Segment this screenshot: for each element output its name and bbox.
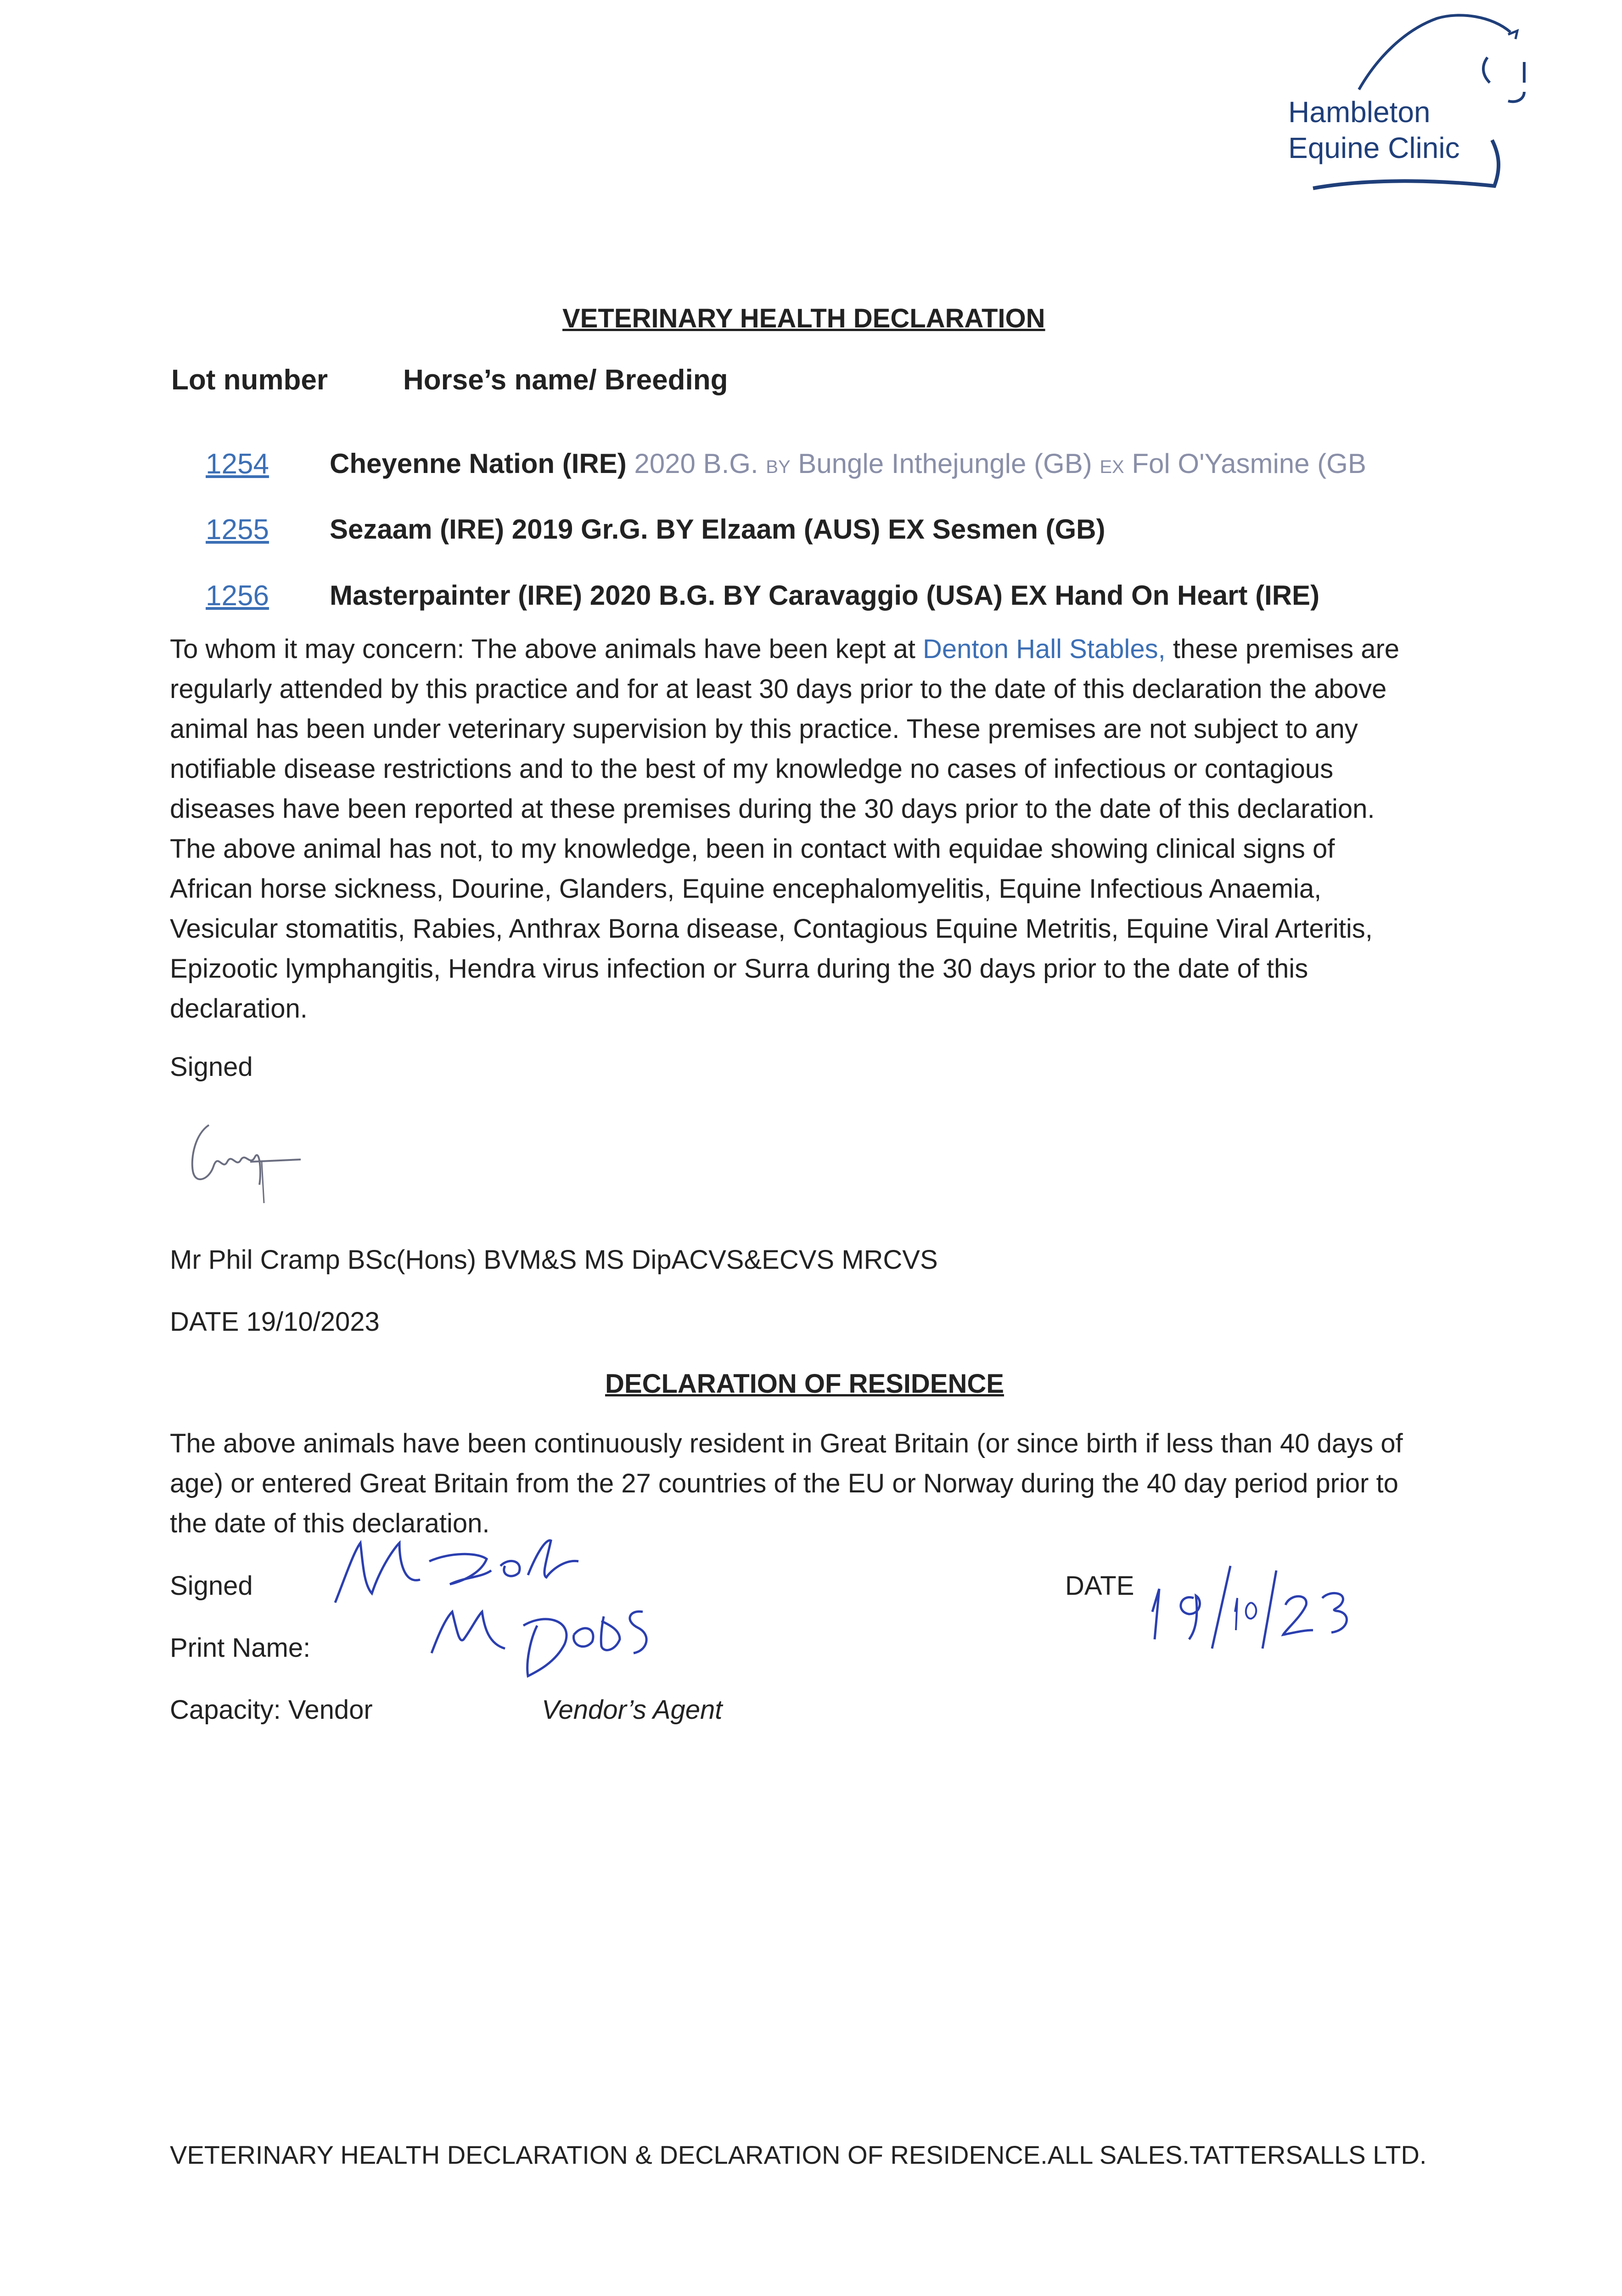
logo-line-1: Hambleton xyxy=(1288,96,1431,129)
residence-declaration-title: DECLARATION OF RESIDENCE xyxy=(605,1369,1004,1399)
handwritten-date xyxy=(1139,1561,1377,1671)
vet-signed-label: Signed xyxy=(170,1052,253,1082)
lot-row-1255 xyxy=(330,513,1106,545)
health-declaration-title: VETERINARY HEALTH DECLARATION xyxy=(562,304,1045,333)
sire: Bungle Inthejungle (GB) xyxy=(798,448,1092,479)
logo-line-2: Equine Clinic xyxy=(1288,131,1460,164)
vet-name: Mr Phil Cramp BSc(Hons) BVM&S MS DipACVS&ECVS MRCVS xyxy=(170,1245,938,1275)
footer-text: VETERINARY HEALTH DECLARATION & DECLARATION OF RESIDENCE.ALL SALES.TATTERSALLS LTD. xyxy=(170,2140,1427,2169)
residence-paragraph: The above animals have been continuously resident in Great Britain (or since birth if less than 40 days of age) or entered Great Britain from the 27 countries of the EU or Norway during the 40 day period prior to the date of this declaration. xyxy=(170,1429,1403,1538)
horse-line: Sezaam (IRE) 2019 Gr.G. BY Elzaam (AUS) EX Sesmen (GB) xyxy=(330,514,1106,545)
premises-name: Denton Hall Stables, xyxy=(922,634,1166,664)
lot-row-1256 xyxy=(330,580,1319,611)
horse-name: Cheyenne Nation (IRE) xyxy=(330,448,627,479)
lot-number-1256[interactable]: 1256 xyxy=(206,580,269,612)
print-name-label: Print Name: xyxy=(170,1633,311,1663)
ex-label: EX xyxy=(1100,457,1124,477)
vendors-agent-label: Vendor’s Agent xyxy=(542,1695,723,1725)
dam: Fol O'Yasmine (GB xyxy=(1132,448,1366,479)
capacity-label: Capacity: Vendor xyxy=(170,1695,373,1725)
vet-date: DATE 19/10/2023 xyxy=(170,1307,380,1337)
paragraph-start: To whom it may concern: The above animals have been kept at xyxy=(170,634,923,664)
lot-number-1254[interactable]: 1254 xyxy=(206,448,269,480)
residence-date-label: DATE xyxy=(1065,1571,1134,1601)
lot-number-1255[interactable]: 1255 xyxy=(206,514,269,546)
lot-number-header: Lot number xyxy=(171,364,328,396)
by-label: BY xyxy=(766,457,791,477)
clinic-logo xyxy=(1253,7,1538,200)
horse-line: Masterpainter (IRE) 2020 B.G. BY Caravaggio (USA) EX Hand On Heart (IRE) xyxy=(330,580,1320,611)
vet-signature xyxy=(181,1116,310,1208)
vendor-printed-name xyxy=(427,1593,684,1685)
horse-name-header: Horse’s name/ Breeding xyxy=(403,364,728,396)
year-sex: 2020 B.G. xyxy=(634,448,758,479)
vendor-signed-label: Signed xyxy=(170,1571,253,1601)
health-declaration-paragraph xyxy=(170,629,1409,1029)
lot-row-1254 xyxy=(330,448,1366,479)
paragraph-rest: these premises are regularly attended by this practice and for at least 30 days prior to the date of this declaration the above animal has been under veterinary supervision by this practice. These premises are not subject to any notifiable disease restrictions and to the best of my knowledge no cases of infectious or contagious diseases have been reported at these premises during the 30 days prior to the date of this declaration. The above animal has not, to my knowledge, been in contact with equidae showing clinical signs of African horse sickness, Dourine, Glanders, Equine encephalomyelitis, Equine Infectious Anaemia, Vesicular stomatitis, Rabies, Anthrax Borna disease, Contagious Equine Metritis, Equine Viral Arteritis, Epizootic lymphangitis, Hendra virus infection or Surra during the 30 days prior to the date of this declaration. xyxy=(170,634,1400,1024)
